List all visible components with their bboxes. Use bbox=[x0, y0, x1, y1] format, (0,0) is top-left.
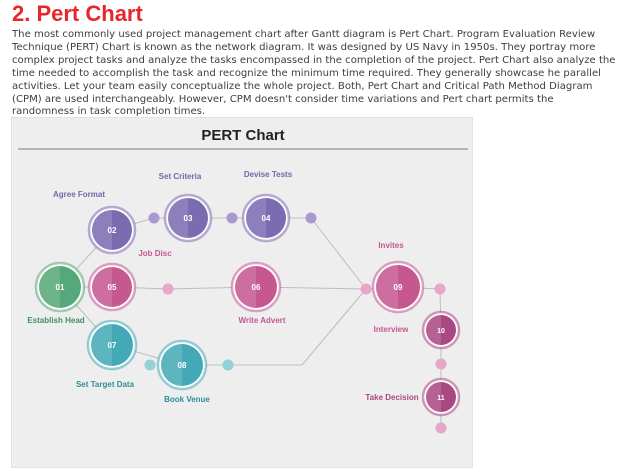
junction-dot-e bbox=[361, 284, 372, 295]
connector-line bbox=[311, 218, 366, 289]
section-paragraph: The most commonly used project management chart after Gantt diagram is Pert Chart. Program Evaluation Review Technique (PERT) Chart is known as the network diagram. It was designed by US Navy in 1950s. They portray more complex project tasks and analyze the tasks encompassed in the completion of the project. Pert Chart also analyze the time needed to accomplish the task and recognize the minimum time required. They generally showcase he parallel activities. Let your team easily conceptualize the whole project. Both, Pert Chart and Critical Path Method Diagram (CPM) are used interchangeably. However, CPM doesn't consider time variations and Pert chart permits the randomness in task completion times. bbox=[12, 29, 616, 118]
node-number: 10 bbox=[437, 328, 445, 335]
task-node-10 bbox=[423, 312, 459, 348]
task-node-08 bbox=[158, 341, 206, 389]
junction-dot-g bbox=[145, 360, 156, 371]
node-number: 08 bbox=[177, 361, 187, 370]
label-book-venue: Book Venue bbox=[164, 395, 210, 404]
node-number: 02 bbox=[107, 226, 117, 235]
label-interview: Interview bbox=[373, 325, 409, 334]
node-number: 09 bbox=[393, 283, 403, 292]
section-title: 2. Pert Chart bbox=[12, 1, 143, 26]
task-node-09 bbox=[373, 262, 423, 312]
node-number: 11 bbox=[437, 395, 445, 402]
junction-dot-a bbox=[149, 213, 160, 224]
node-number: 04 bbox=[261, 214, 271, 223]
node-number: 03 bbox=[183, 214, 193, 223]
task-node-01 bbox=[36, 263, 84, 311]
task-node-11 bbox=[423, 379, 459, 415]
task-node-03 bbox=[165, 195, 211, 241]
label-agree-format: Agree Format bbox=[52, 190, 106, 199]
label-write-advert: Write Advert bbox=[238, 316, 286, 325]
label-take-decision: Take Decision bbox=[365, 393, 419, 402]
node-number: 05 bbox=[107, 283, 117, 292]
task-node-06 bbox=[232, 263, 280, 311]
junction-dot-f bbox=[435, 284, 446, 295]
junction-dot-d bbox=[163, 284, 174, 295]
task-node-02 bbox=[89, 207, 135, 253]
label-establish-head: Establish Head bbox=[27, 316, 85, 325]
task-node-05 bbox=[89, 264, 135, 310]
label-set-target-data: Set Target Data bbox=[75, 380, 135, 389]
node-number: 01 bbox=[55, 283, 65, 292]
pert-chart-figure bbox=[11, 117, 473, 468]
diagram-title: PERT Chart bbox=[201, 127, 285, 144]
label-invites: Invites bbox=[378, 241, 404, 250]
label-devise-tests: Devise Tests bbox=[243, 170, 293, 179]
node-number: 07 bbox=[107, 341, 117, 350]
junction-dot-b bbox=[227, 213, 238, 224]
junction-dot-c bbox=[306, 213, 317, 224]
junction-dot-i bbox=[436, 359, 447, 370]
junction-dot-j bbox=[436, 423, 447, 434]
connector-line bbox=[302, 289, 366, 365]
task-node-04 bbox=[243, 195, 289, 241]
task-node-07 bbox=[88, 321, 136, 369]
label-set-criteria: Set Criteria bbox=[158, 172, 202, 181]
node-number: 06 bbox=[251, 283, 261, 292]
pert-chart-diagram bbox=[12, 118, 474, 469]
junction-dot-h bbox=[223, 360, 234, 371]
truncated-text-line bbox=[12, 466, 312, 471]
label-job-disc: Job Disc bbox=[138, 249, 172, 258]
